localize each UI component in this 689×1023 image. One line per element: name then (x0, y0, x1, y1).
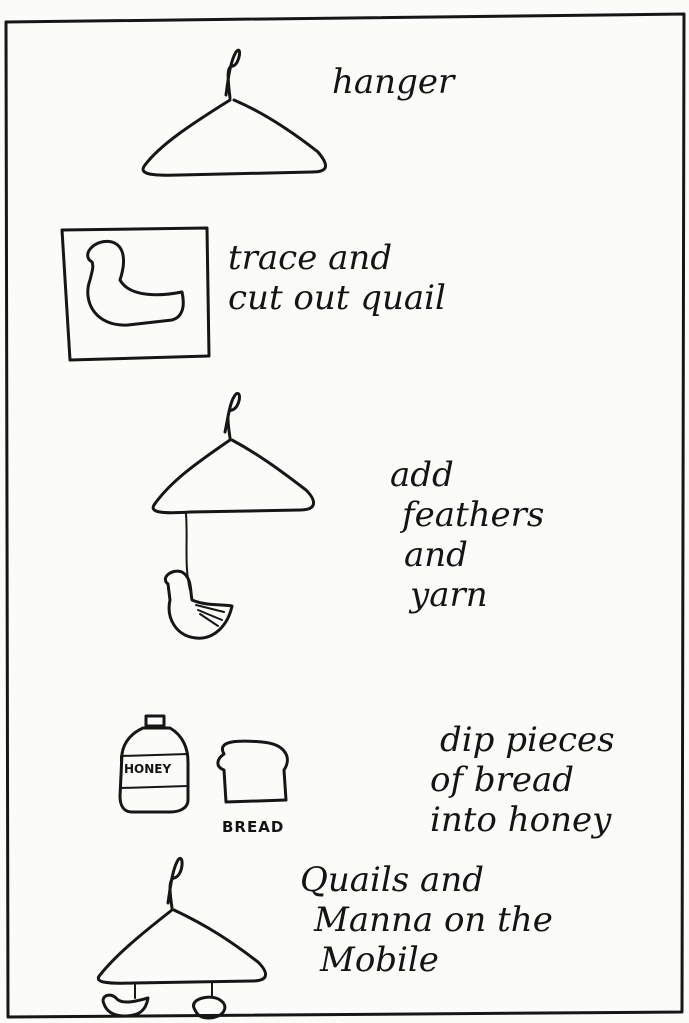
step-5-line-3: Mobile (320, 940, 439, 980)
step-3-line-1: add (390, 455, 454, 495)
step-3-line-3: and (404, 535, 468, 575)
step-2-caption (228, 238, 446, 318)
step-4-line-3: into honey (430, 800, 612, 840)
step-5-line-1: Quails and (300, 860, 484, 900)
step-4-line-2: of bread (430, 760, 575, 800)
step-3-line-4: yarn (410, 575, 488, 615)
step-1-line-1: hanger (332, 62, 455, 102)
step-3-line-2: feathers (402, 495, 545, 535)
hanger-with-quail-and-bread-icon (98, 858, 265, 1018)
step-1-caption (332, 62, 454, 102)
hanger-icon (143, 50, 325, 175)
bread-slice-icon (218, 741, 287, 802)
step-5-line-2: Manna on the (314, 900, 553, 940)
quail-stencil-icon (62, 228, 209, 360)
step-2-line-2: cut out quail (228, 278, 446, 318)
step-4-line-1: dip pieces (440, 720, 615, 760)
honey-label: HONEY (124, 762, 172, 776)
step-5-caption (300, 860, 553, 980)
step-2-line-1: trace and (228, 238, 393, 278)
hanger-with-quail-icon (153, 393, 313, 638)
step-3-caption (390, 455, 544, 615)
step-4-caption (430, 720, 615, 840)
bread-label: BREAD (222, 818, 285, 836)
